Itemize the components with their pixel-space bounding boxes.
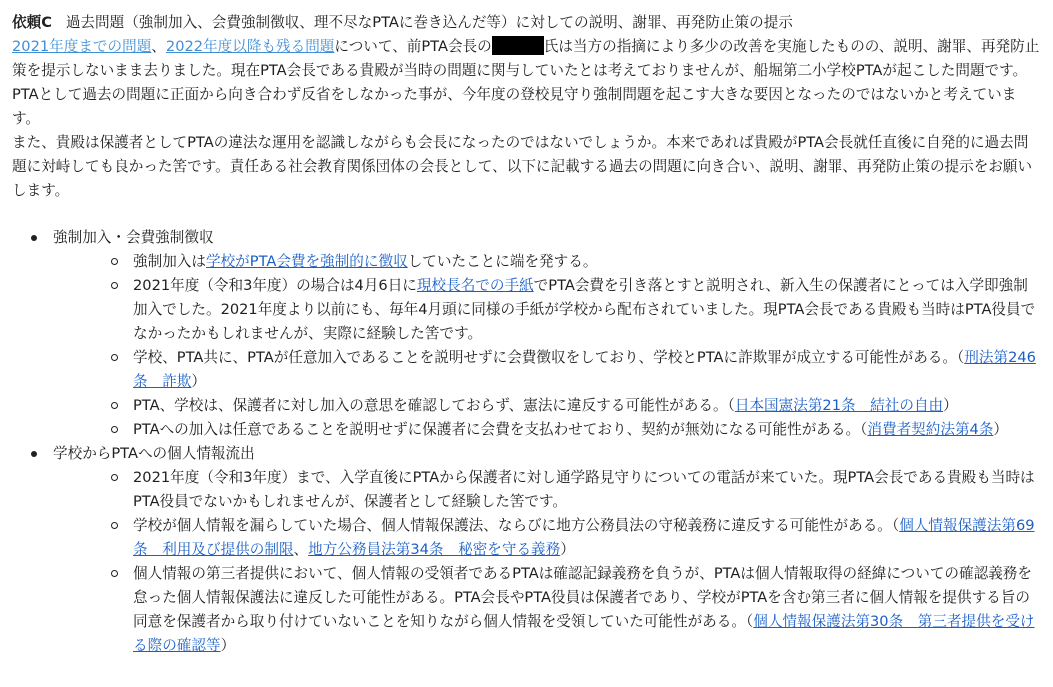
list-item xyxy=(53,394,1042,418)
section-title: 強制加入・会費強制徴収 xyxy=(53,229,214,246)
item-text: 2021年度（令和3年度）まで、入学直後にPTAから保護者に対し通学路見守りについての電話が来ていた。現PTA会長である貴殿も当時はPTA役員でないかもしれませんが、保護者として経験した筈です。 xyxy=(133,469,1035,510)
document-body xyxy=(12,11,1042,658)
bullet-circle xyxy=(111,426,118,433)
bullet-circle xyxy=(111,522,118,529)
link-constitution-21[interactable]: 日本国憲法第21条 結社の自由 xyxy=(734,397,944,414)
item-text: 2021年度（令和3年度）の場合は4月6日に xyxy=(133,277,417,294)
item-text: ） xyxy=(943,397,958,414)
list-item xyxy=(53,346,1042,394)
list-item xyxy=(53,250,1042,274)
request-title: 過去問題（強制加入、会費強制徴収、理不尽なPTAに巻き込んだ等）に対しての説明、謝罪、再発防止策の提示 xyxy=(65,14,793,31)
link-school-collected-fees[interactable]: 学校がPTA会費を強制的に徴収 xyxy=(205,253,408,270)
sub-list xyxy=(53,250,1042,442)
bullet-circle xyxy=(111,258,118,265)
link-problems-until-2021[interactable]: 2021年度までの問題 xyxy=(12,38,152,55)
link-principal-letter[interactable]: 現校長名での手紙 xyxy=(416,277,534,294)
item-text: PTA、学校は、保護者に対し加入の意思を確認しておらず、憲法に違反する可能性がある。（ xyxy=(133,397,735,414)
item-text: 学校が個人情報を漏らしていた場合、個人情報保護法、ならびに地方公務員法の守秘義務に違反する可能性がある。（ xyxy=(133,517,900,534)
bullet-disc xyxy=(31,451,37,457)
bullet-circle xyxy=(111,570,118,577)
item-text: でPTA会費を引き落とすと説明され、新入生の保護者にとっては入学即強制加入でした。2021年度より以前にも、毎年4月頭に同様の手紙が学校から配布されていました。現PTA会長である貴殿も当時はPTA役員でなかったかもしれませんが、実際に経験した筈です。 xyxy=(133,277,1036,342)
item-text: ） xyxy=(191,373,206,390)
link-local-public-service-act-34[interactable]: 地方公務員法第34条 秘密を守る義務 xyxy=(308,541,561,558)
bullet-circle xyxy=(111,282,118,289)
item-text: ） xyxy=(993,421,1009,438)
item-text: 学校、PTA共に、PTAが任意加入であることを説明せずに会費徴収をしており、学校とPTAに詐欺罪が成立する可能性がある。（ xyxy=(133,349,965,366)
link-problems-after-2022[interactable]: 2022年度以降も残る問題 xyxy=(165,38,335,55)
lead-separator: 、 xyxy=(151,38,166,55)
lead-text-2: 氏は当方の指摘により多少の改善を実施したものの、説明、謝罪、再発防止策を提示しないまま去りました。現在PTA会長である貴殿が当時の問題に関与していたとは考えておりませんが、船堀第二小学校PTAが起こした問題です。PTAとして過去の問題に正面から向き合わず反省をしなかった事が、今年度の登校見守り強制問題を起こす大きな要因となったのではないかと考えています。 xyxy=(12,38,1040,127)
redacted-name xyxy=(492,36,544,55)
list-item xyxy=(53,274,1042,346)
item-text: PTAへの加入は任意であることを説明せずに保護者に会費を支払わせており、契約が無効になる可能性がある。（ xyxy=(133,421,868,438)
list-item xyxy=(53,562,1042,658)
item-text: 、 xyxy=(293,541,309,558)
item-text: ） xyxy=(220,637,236,654)
request-label: 依頼C xyxy=(12,14,52,31)
section-title: 学校からPTAへの個人情報流出 xyxy=(53,445,255,462)
link-penal-code-246[interactable]: 刑法第246条 詐欺 xyxy=(133,349,1036,390)
list-item xyxy=(53,514,1042,562)
item-text: 個人情報の第三者提供において、個人情報の受領者であるPTAは確認記録義務を負うが、PTAは個人情報取得の経緯についての確認義務を怠った個人情報保護法に違反した可能性がある。PTA会長やPTA役員は保護者であり、学校がPTAを含む第三者に個人情報を提供する旨の同意を保護者から取り付けていないことを知りながら個人情報を受領していた可能性がある。（ xyxy=(133,565,1032,630)
problem-list xyxy=(12,226,1042,658)
bullet-circle xyxy=(111,474,118,481)
bullet-circle xyxy=(111,354,118,361)
item-text: していたことに端を発する。 xyxy=(407,253,598,270)
sub-list xyxy=(53,466,1042,658)
second-paragraph: また、貴殿は保護者としてPTAの違法な運用を認識しながらも会長になったのではないでしょうか。本来であれば貴殿がPTA会長就任直後に自発的に過去問題に対峙しても良かった筈です。責任ある社会教育関係団体の会長として、以下に記載する過去の問題に向き合い、説明、謝罪、再発防止策の提示をお願いします。 xyxy=(12,134,1033,199)
list-item-section-personal-info xyxy=(12,442,1042,658)
item-text: ） xyxy=(560,541,575,558)
lead-text-1: について、前PTA会長の xyxy=(334,38,492,55)
list-item xyxy=(53,418,1042,442)
request-heading xyxy=(12,11,1042,35)
intro-paragraph xyxy=(12,35,1042,131)
link-privacy-act-30[interactable]: 個人情報保護法第30条 第三者提供を受ける際の確認等 xyxy=(133,613,1035,654)
bullet-disc xyxy=(31,235,37,241)
item-text: 強制加入は xyxy=(133,253,206,270)
list-item xyxy=(53,466,1042,514)
link-privacy-act-69[interactable]: 個人情報保護法第69条 利用及び提供の制限 xyxy=(133,517,1035,558)
link-consumer-contract-act-4[interactable]: 消費者契約法第4条 xyxy=(867,421,994,438)
bullet-circle xyxy=(111,402,118,409)
list-item-section-forced-membership xyxy=(12,226,1042,442)
